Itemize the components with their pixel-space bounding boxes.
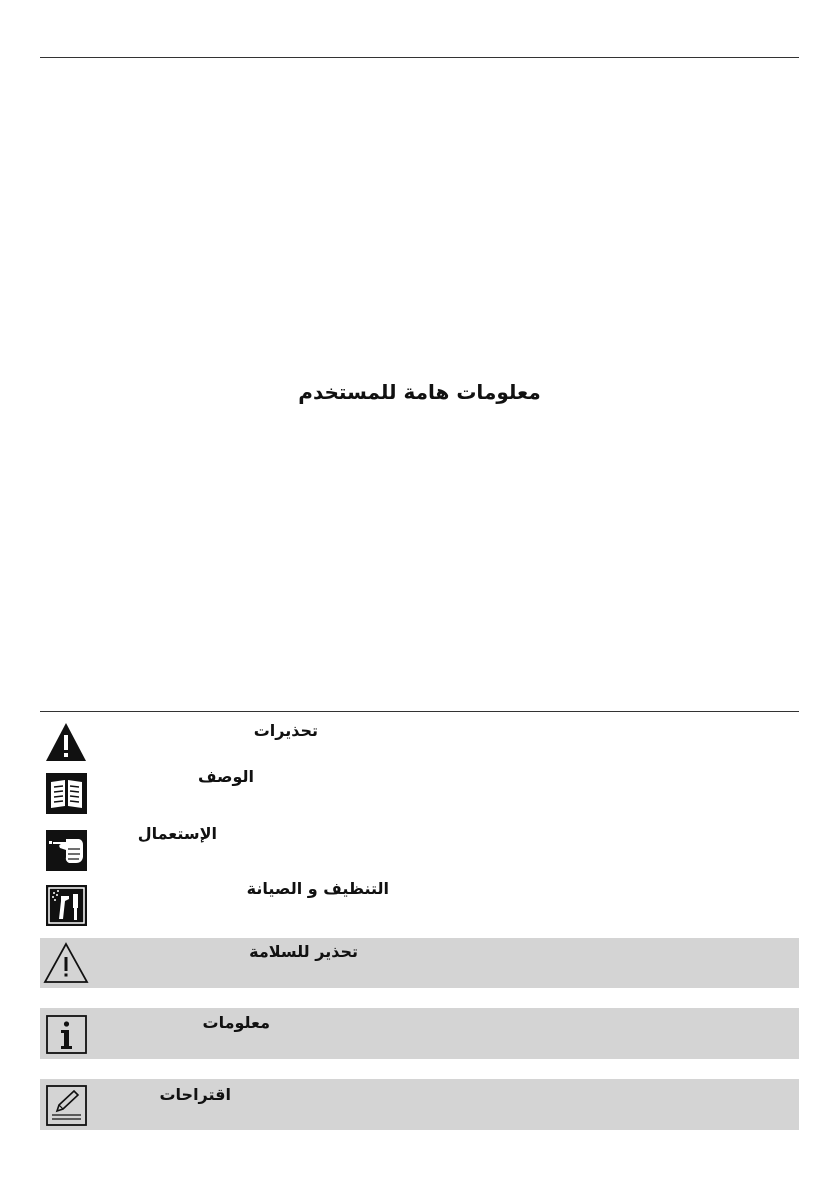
tips-box xyxy=(40,1079,799,1130)
legend-warnings-label: تحذيرات xyxy=(253,721,318,740)
legend-usage-label: الإستعمال xyxy=(137,824,217,843)
tips-label: اقتراحات xyxy=(159,1085,231,1104)
warning-triangle-icon xyxy=(44,721,88,763)
legend-cleaning-label: التنظيف و الصيانة xyxy=(246,879,389,898)
info-icon xyxy=(46,1015,87,1054)
pencil-note-icon xyxy=(46,1085,87,1126)
hand-pointing-icon xyxy=(46,830,87,871)
safety-warning-label: تحذير للسلامة xyxy=(249,942,358,961)
legend-description-label: الوصف xyxy=(197,767,254,786)
book-icon xyxy=(46,773,87,814)
information-label: معلومات xyxy=(202,1013,270,1032)
safety-warning-box xyxy=(40,938,799,988)
page-title: معلومات هامة للمستخدم xyxy=(298,380,541,404)
section-rule xyxy=(40,711,799,712)
top-rule xyxy=(40,57,799,58)
information-box xyxy=(40,1008,799,1059)
spray-tools-icon xyxy=(46,885,87,926)
warning-outline-icon xyxy=(43,942,89,984)
